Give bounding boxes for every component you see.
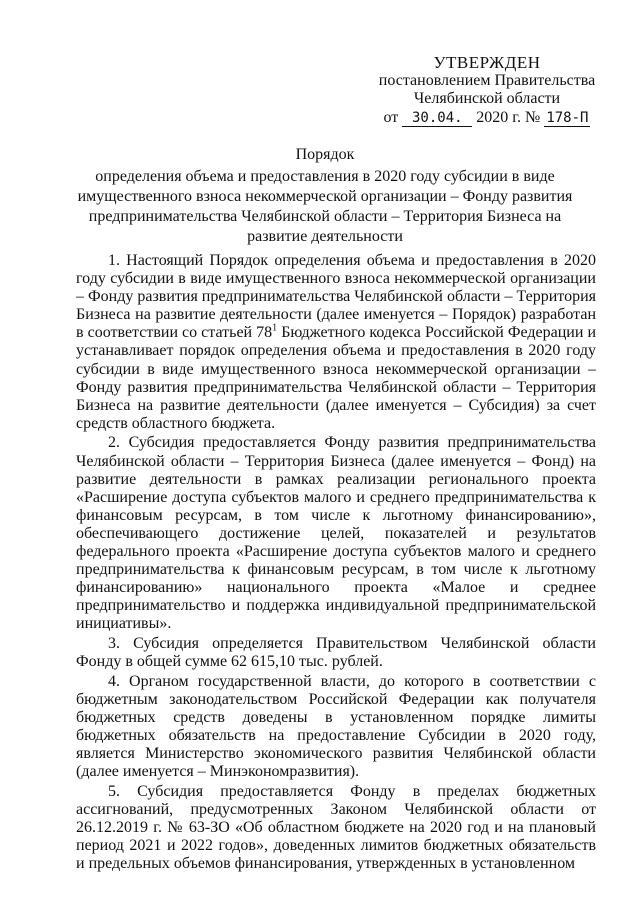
paragraph-1 — [76, 252, 596, 433]
title-heading: Порядок — [295, 146, 355, 163]
paragraph-2: 2. Субсидия предоставляется Фонду развития предпринимательства Челябинской области – Территория Бизнеса (далее именуется – Фонд) на развитие деятельности в рамках реализации регионального проекта «Расширение доступа субъектов малого и среднего предпринимательства к финансовым ресурсам, в том числе к льготному финансированию», обеспечивающего достижение целей, показателей и результатов федерального проекта «Расширение доступа субъектов малого и среднего предпринимательства к финансовым ресурсам, в том числе к льготному финансированию» национального проекта «Малое и среднее предпринимательство и поддержка индивидуальной предпринимательской инициативы». — [76, 434, 596, 633]
superscript-1: 1 — [272, 323, 278, 335]
paragraph-5: 5. Субсидия предоставляется Фонду в пределах бюджетных ассигнований, предусмотренных Законом Челябинской области от 26.12.2019 г. № 63-ЗО «Об областном бюджете на 2020 год и на плановый период 2021 и 2022 годов», доведенных лимитов бюджетных обязательств и предельных объемов финансирования, утвержденных в установленном — [76, 782, 596, 873]
approval-stamp — [372, 54, 602, 127]
year-text: 2020 г. № — [476, 109, 541, 126]
title-text: определения объема и предоставления в 2020 году субсидии в виде имущественного взноса некоммерческой организации – Фонду развития предпринимательства Челябинской области – Территория Бизнеса на развитие деятельности — [77, 168, 573, 245]
handwritten-date: 30.04. — [402, 110, 472, 127]
approved-heading: УТВЕРЖДЕН — [433, 53, 541, 72]
document-title — [70, 145, 580, 247]
paragraph-1-start: 1. Настоящий Порядок определения объема и предоставления в 2020 году субсидии в виде имущественного взноса некоммерческой организации – Фонду развития предпринимательства Челябинской области – Территория Бизнеса на развитие деятельности (далее именуется – Порядок) разработан в соответствии со статьей 78 — [76, 252, 597, 342]
approval-line-2: Челябинской области — [413, 90, 561, 107]
approval-date-line — [372, 109, 602, 127]
approval-line-1: постановлением Правительства — [378, 72, 596, 89]
paragraph-1-end: Бюджетного кодекса Российской Федерации и устанавливает порядок определения объема и предоставления в 2020 году субсидии в виде имущественного взноса некоммерческой организации – Фонду развития предпринимательства Челябинской области – Территория Бизнеса на развитие деятельности (далее именуется – Субсидия) за счет средств областного бюджета. — [76, 324, 597, 432]
date-prefix: от — [383, 109, 399, 126]
paragraph-3: 3. Субсидия определяется Правительством Челябинской области Фонду в общей сумме 62 615,10 тыс. рублей. — [76, 634, 596, 671]
handwritten-number: 178-П — [546, 110, 589, 126]
paragraph-4: 4. Органом государственной власти, до которого в соответствии с бюджетным законодательством Российской Федерации как получателя бюджетных средств доведены в установленном порядке лимиты бюджетных обязательств на предоставление Субсидии в 2020 году, является Министерство экономического развития Челябинской области (далее именуется – Минэкономразвития). — [76, 672, 596, 781]
document-body — [76, 252, 596, 875]
